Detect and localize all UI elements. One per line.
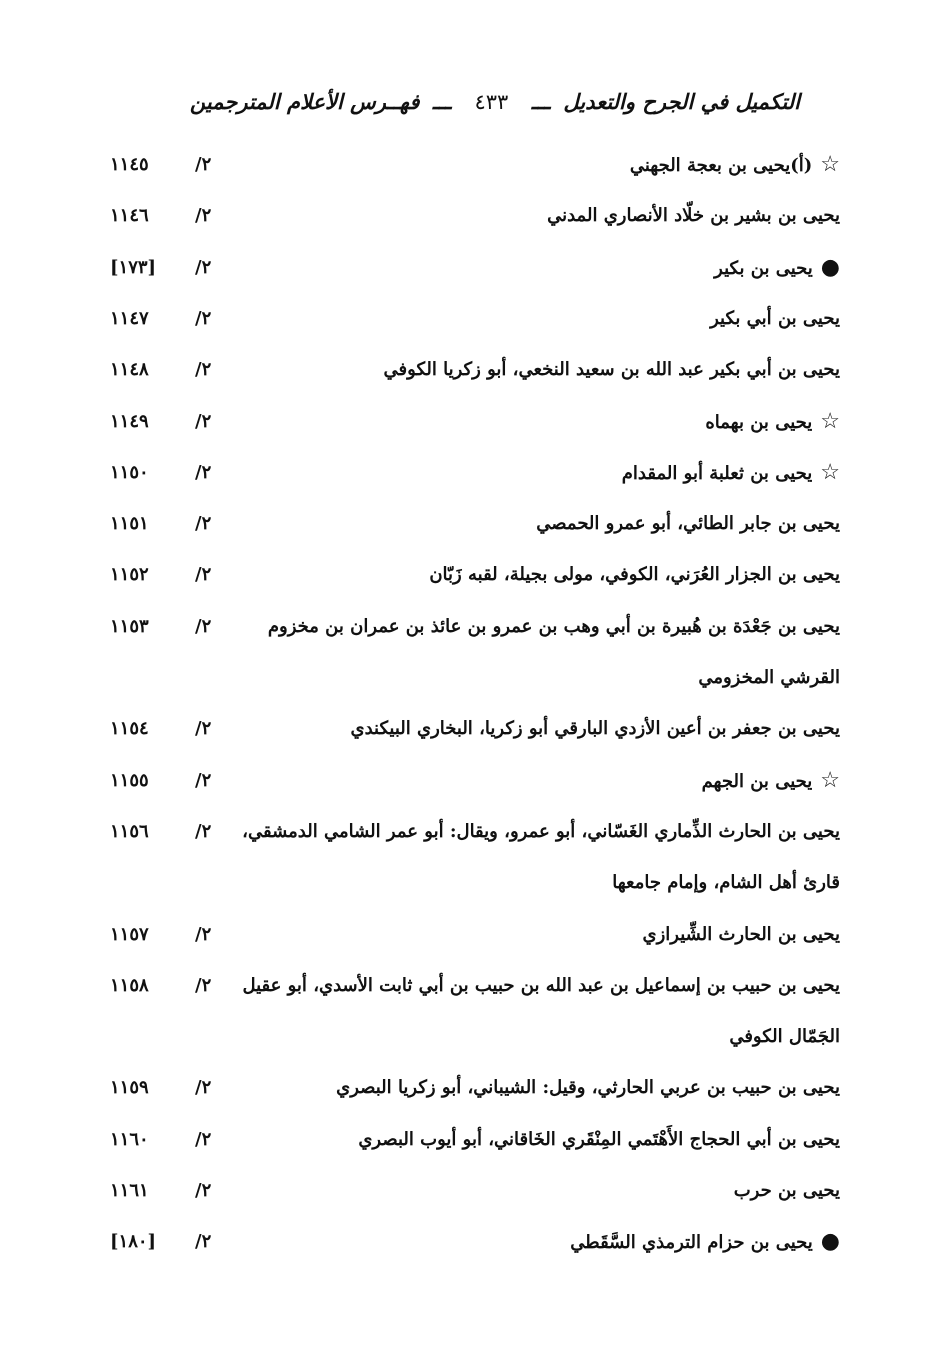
index-entry: [0, 350, 940, 390]
index-entry: [0, 1068, 940, 1108]
entry-name-text: يحيى بن أبي الحجاج الأَهْتَمي المِنْقَري الخَاقاني، أبو أيوب البصري: [358, 1128, 840, 1150]
entry-name-continuation: القرشي المخزومي: [698, 667, 840, 688]
entry-reference-number: ١١٥٦: [110, 820, 149, 842]
entry-volume: ٢/: [195, 1128, 212, 1150]
entry-name-text: يحيى بن جَعْدَة بن هُبيرة بن أبي وهب بن عمرو بن عائذ بن عمران بن مخزوم: [267, 615, 840, 637]
entry-reference-number: ١١٤٩: [110, 410, 149, 432]
index-entry: [0, 1222, 940, 1262]
index-entry: [0, 1120, 940, 1160]
entry-name-text: يحيى بن أبي بكير: [710, 307, 840, 329]
index-entry: [0, 1171, 940, 1211]
index-entry: [0, 145, 940, 185]
entry-reference-number: ١١٥١: [110, 513, 149, 535]
entry-name: [240, 607, 840, 647]
section-title: فهــرس الأعلام المترجمين: [189, 89, 420, 114]
index-entry: [0, 248, 940, 288]
entry-volume: ٢/: [195, 564, 212, 586]
entry-volume: ٢/: [195, 974, 212, 996]
entry-volume: ٢/: [195, 923, 212, 945]
entry-name-text: يحيى بن حزام الترمذي السَّقَطي: [570, 1232, 813, 1254]
entry-name: [240, 248, 840, 289]
entry-volume: ٢/: [195, 1231, 212, 1253]
entry-reference-number: ١١٤٧: [110, 307, 149, 329]
index-entry: [0, 915, 940, 955]
entry-name-text: يحيى بن بهماه: [705, 411, 813, 433]
entry-name-text: يحيى بن بشير بن خلّاد الأنصاري المدني: [547, 205, 840, 227]
entry-volume: ٢/: [195, 154, 212, 175]
star-marker-icon: ☆: [820, 459, 840, 485]
entry-reference-number: ١١٥٧: [110, 923, 149, 945]
entry-name-text: يحيى بن أبي بكير عبد الله بن سعيد النخعي، أبو زكريا الكوفي: [383, 359, 840, 381]
entry-name-text: يحيى بن حبيب بن عربي الحارثي، وقيل: الشيباني، أبو زكريا البصري: [336, 1077, 840, 1099]
entry-volume: ٢/: [195, 1077, 212, 1099]
entry-volume: ٢/: [195, 307, 212, 329]
entry-name: [240, 915, 840, 955]
entry-reference-number: ١١٥٢: [110, 564, 149, 586]
entry-volume: ٢/: [195, 256, 212, 278]
entry-reference-number: ١١٤٨: [110, 359, 149, 381]
entry-name-continuation: الجَمّال الكوفي: [729, 1026, 840, 1048]
index-entry: [0, 812, 940, 852]
index-entry: [0, 555, 940, 595]
index-entry: [0, 299, 940, 339]
entry-name-text: يحيى بن الجهم: [701, 770, 813, 792]
entry-name: [240, 1068, 840, 1108]
index-entry: [0, 504, 940, 544]
entry-name: [240, 812, 840, 852]
index-entry: [0, 709, 940, 749]
header-separator: ـــ: [531, 89, 551, 114]
entry-reference-number: ١١٤٥: [110, 154, 149, 175]
entry-reference-number: ١١٥٨: [110, 974, 149, 996]
entry-volume: ٢/: [195, 769, 212, 791]
entry-volume: ٢/: [195, 410, 212, 432]
running-header: [190, 84, 800, 120]
entry-name: [240, 453, 840, 494]
entry-volume: ٢/: [195, 513, 212, 535]
entry-name-text: يحيى بن الحارث الشِّيرازي: [642, 923, 840, 945]
entry-name-text: يحيى بن ثعلبة أبو المقدام: [621, 462, 813, 484]
entry-reference-number: ١١٤٦: [110, 205, 149, 227]
entry-name-text: يحيى بن حرب: [733, 1180, 840, 1201]
bullet-marker-icon: ●: [820, 254, 840, 280]
entry-volume: ٢/: [195, 718, 212, 740]
entry-reference-number: ١١٦١: [110, 1180, 149, 1201]
entry-reference-number: ١١٥٠: [110, 461, 149, 483]
star-marker-icon: ☆: [820, 408, 840, 434]
book-title: التكميل في الجرح والتعديل: [563, 89, 800, 114]
entry-name: [240, 761, 840, 802]
entry-name: [240, 709, 840, 749]
entry-name-text: يحيى بن جابر الطائي، أبو عمرو الحمصي: [536, 513, 840, 535]
index-entry: [0, 761, 940, 801]
star-marker-icon: ☆: [820, 152, 840, 177]
entry-name: [240, 299, 840, 339]
entry-name: [240, 1222, 840, 1263]
index-entry: [0, 453, 940, 493]
page-number: ٤٣٣: [474, 90, 509, 114]
entry-name: [240, 1120, 840, 1160]
entry-volume: ٢/: [195, 820, 212, 842]
entry-name: [240, 504, 840, 544]
entry-volume: ٢/: [195, 205, 212, 227]
entry-name-continuation: قارئ أهل الشام، وإمام جامعها: [612, 872, 840, 894]
entry-volume: ٢/: [195, 359, 212, 381]
index-entry: [0, 966, 940, 1006]
entry-name-text: يحيى بن الجزار العُرَني، الكوفي، مولى بجيلة، لقبه زَبّان: [429, 564, 840, 586]
index-entry: [0, 196, 940, 236]
entry-name: [240, 1171, 840, 1211]
entry-reference-number: [١٧٣]: [110, 256, 157, 278]
entry-name: [240, 196, 840, 236]
entry-volume: ٢/: [195, 461, 212, 483]
entry-reference-number: ١١٥٩: [110, 1077, 149, 1099]
entry-name: [240, 555, 840, 595]
star-marker-icon: ☆: [820, 767, 840, 793]
entry-name: [240, 402, 840, 443]
entry-name-text: يحيى بن جعفر بن أعين الأزدي البارقي أبو زكريا، البخاري البيكندي: [350, 718, 840, 740]
entry-reference-number: ١١٥٥: [110, 769, 149, 791]
entry-name-text: يحيى بن بكير: [714, 257, 813, 279]
entry-reference-number: ١١٦٠: [110, 1128, 149, 1150]
entry-reference-number: ١١٥٤: [110, 718, 149, 740]
header-rule: [195, 128, 800, 129]
entry-reference-number: [١٨٠]: [110, 1231, 157, 1253]
bullet-marker-icon: ●: [820, 1229, 840, 1255]
index-entry: [0, 607, 940, 647]
entry-volume: ٢/: [195, 615, 212, 637]
entry-name-text: (أ)يحيى بن بعجة الجهني: [629, 155, 813, 176]
entry-name: [240, 966, 840, 1006]
header-separator: ـــ: [432, 89, 452, 114]
entry-name: [240, 350, 840, 390]
entry-name: [240, 145, 840, 186]
entry-reference-number: ١١٥٣: [110, 615, 149, 637]
index-entry: [0, 402, 940, 442]
entry-volume: ٢/: [195, 1180, 212, 1201]
entry-name-text: يحيى بن حبيب بن إسماعيل بن عبد الله بن حبيب بن أبي ثابت الأسدي، أبو عقيل: [242, 974, 840, 996]
entry-name-text: يحيى بن الحارث الذِّماري الغَسّاني، أبو عمرو، ويقال: أبو عمر الشامي الدمشقي،: [242, 820, 840, 842]
